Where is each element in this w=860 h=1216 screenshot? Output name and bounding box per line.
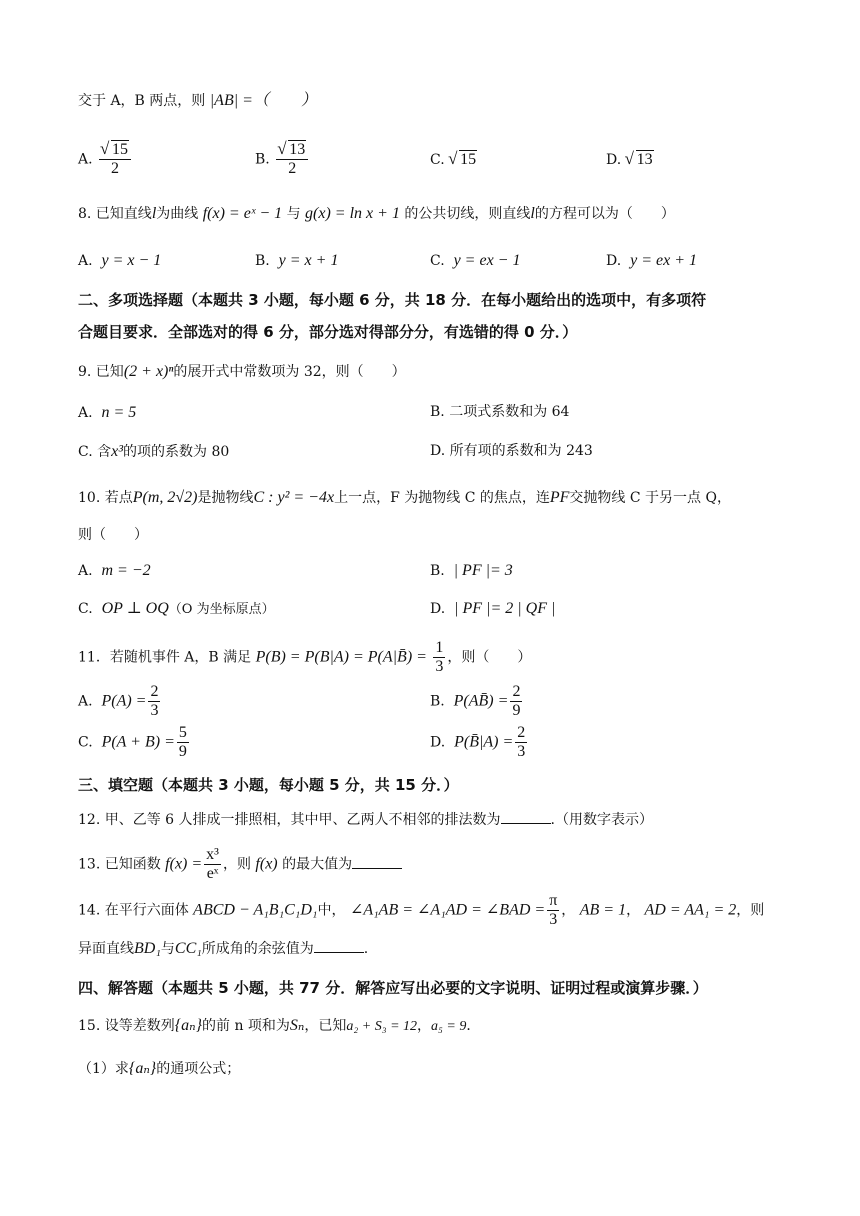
- fraction-num: 2: [150, 683, 159, 700]
- q11-option-a: [78, 684, 162, 719]
- fraction-den: 3: [435, 658, 444, 675]
- option-expr: | PF |= 2 | QF |: [454, 600, 556, 617]
- math-l: l: [151, 205, 157, 222]
- text: ，则: [736, 902, 765, 919]
- q7-option-c: [430, 152, 477, 168]
- option-expr: P(A) =: [101, 692, 147, 710]
- option-note: （O 为坐标原点）: [168, 602, 275, 617]
- text: 含: [97, 444, 112, 460]
- option-expr: y = x + 1: [278, 252, 339, 269]
- fraction-den: 2: [288, 160, 297, 177]
- q8-option-a: [78, 253, 161, 269]
- fraction: [99, 142, 131, 177]
- option-label: B.: [430, 693, 445, 710]
- text: 所成角的余弦值为: [201, 941, 314, 957]
- q10-option-b: [430, 563, 513, 579]
- fraction: [433, 640, 445, 675]
- q9-option-c: [78, 444, 229, 460]
- option-label: C.: [430, 152, 445, 168]
- q10-stem: [78, 490, 731, 506]
- option-label: B.: [255, 253, 270, 269]
- text: ，则: [222, 856, 251, 873]
- text: 上一点，F 为抛物线 C 的焦点，连: [334, 490, 550, 506]
- text: 的通项公式；: [156, 1061, 241, 1077]
- fraction: [547, 893, 559, 928]
- answer-blank: [352, 856, 402, 869]
- answer-blank: [314, 940, 364, 953]
- text: 的最大值为: [282, 856, 353, 873]
- text: 与: [286, 206, 301, 222]
- fraction: [510, 684, 522, 719]
- math-bd1: BD₁: [134, 940, 161, 957]
- fraction-den: 3: [517, 743, 526, 760]
- section-4-heading: 四、解答题（本题共 5 小题，共 77 分．解答应写出必要的文字说明、证明过程或演算步骤．）: [78, 979, 708, 997]
- option-text: 二项式系数和为 64: [449, 404, 570, 420]
- text: ．: [466, 1018, 481, 1034]
- math-point: P(m, 2√2): [132, 489, 198, 506]
- math-angles: ∠A₁AB = ∠A₁AD = ∠BAD =: [349, 901, 546, 919]
- option-label: C.: [78, 734, 93, 751]
- fraction: [148, 684, 160, 719]
- math-f: f(x) = eˣ − 1: [202, 205, 283, 222]
- q11-option-d: [430, 725, 529, 760]
- q8-stem: [78, 206, 675, 222]
- section-2-heading: 二、多项选择题（本题共 3 小题，每小题 6 分，共 18 分．在每小题给出的选项中，有多项符: [78, 291, 707, 309]
- text: .（用数字表示）: [550, 812, 653, 828]
- option-label: A.: [78, 693, 93, 710]
- option-label: B.: [255, 151, 270, 168]
- option-label: C.: [78, 601, 93, 617]
- sqrt-radicand: 15: [112, 141, 129, 158]
- math-pf: PF: [549, 489, 570, 506]
- option-label: A.: [78, 405, 93, 421]
- text: 8. 已知直线: [78, 206, 152, 222]
- q9-option-d: [430, 444, 593, 458]
- math-prob: P(B) = P(B|A) = P(A|B̄) =: [255, 648, 427, 666]
- fraction: [515, 725, 527, 760]
- q9-option-b: [430, 405, 569, 419]
- sqrt-radicand: 15: [460, 151, 477, 168]
- q10-option-d: [430, 601, 555, 617]
- math-g: g(x) = ln x + 1: [305, 205, 400, 222]
- math-seq: {aₙ}: [174, 1017, 202, 1034]
- option-expr: OP ⊥ OQ: [101, 600, 169, 617]
- fraction-den: eˣ: [206, 865, 219, 882]
- fraction-den: 9: [512, 702, 521, 719]
- option-text: 所有项的系数和为 243: [449, 443, 593, 459]
- text: （1）求: [78, 1061, 129, 1077]
- answer-blank: [501, 811, 551, 824]
- fraction: [177, 725, 189, 760]
- q7-option-d: [606, 152, 654, 168]
- math-seq: {aₙ}: [128, 1060, 157, 1077]
- text: 是抛物线: [197, 490, 254, 506]
- option-label: D.: [606, 253, 622, 269]
- option-label: A.: [78, 151, 93, 168]
- math-cond1: a₂ + S₃ = 12: [346, 1019, 418, 1034]
- text: 15. 设等差数列: [78, 1018, 175, 1034]
- fraction-num: 2: [512, 683, 521, 700]
- text: ，: [626, 902, 641, 919]
- math-ab: AB = 1: [579, 901, 627, 919]
- q7-tail-text: 交于 A，B 两点，则: [78, 93, 206, 109]
- option-label: B.: [430, 563, 445, 579]
- text: 13. 已知函数: [78, 856, 161, 873]
- q12-stem: [78, 811, 653, 827]
- option-expr: y = ex + 1: [630, 252, 697, 269]
- text: 的项的系数为 80: [123, 444, 230, 460]
- option-label: D.: [430, 601, 446, 617]
- fraction-num: x³: [206, 846, 219, 863]
- math-x3: x³: [111, 443, 124, 460]
- fraction: [204, 847, 221, 882]
- q10-option-c: [78, 601, 275, 617]
- sqrt-radicand: 13: [289, 141, 306, 158]
- text: ．若随机事件 A，B 满足: [95, 649, 252, 666]
- q11-stem: [78, 640, 531, 675]
- math-f: f(x): [255, 855, 278, 873]
- fraction-num: 5: [178, 724, 187, 741]
- section-2-heading-cont: 合题目要求．全部选对的得 6 分，部分选对得部分分，有选错的得 0 分．）: [78, 323, 578, 341]
- math-cc1: CC₁: [174, 940, 202, 957]
- text: 交抛物线 C 于另一点 Q，: [569, 490, 731, 506]
- math-body: ABCD − A₁B₁C₁D₁: [193, 901, 318, 919]
- fraction-den: 3: [549, 911, 558, 928]
- text: 的方程可以为（ ）: [534, 206, 675, 222]
- text: 异面直线: [78, 941, 134, 957]
- option-expr: y = ex − 1: [453, 252, 521, 269]
- fraction-num: 1: [435, 639, 444, 656]
- math-cond2: a₅ = 9: [431, 1019, 467, 1034]
- math-ad: AD = AA₁ = 2: [644, 901, 737, 919]
- q7-tail-expr: |AB| =（ ）: [209, 92, 317, 109]
- text: 的公共切线，则直线: [404, 206, 531, 222]
- q10-stem-cont: 则（ ）: [78, 527, 148, 543]
- fraction-den: 3: [150, 702, 159, 719]
- option-label: A.: [78, 563, 93, 579]
- q7-tail-line: [78, 93, 317, 109]
- q15-subquestion-1: [78, 1061, 240, 1077]
- q14-stem: [78, 893, 764, 928]
- text: 9. 已知: [78, 364, 124, 380]
- q9-stem: [78, 364, 406, 380]
- option-label: C.: [78, 444, 93, 460]
- text: 中，: [317, 902, 346, 919]
- option-expr: n = 5: [101, 404, 137, 421]
- q7-option-b: [255, 142, 310, 177]
- q10-option-a: [78, 563, 151, 579]
- math-f: f(x) =: [165, 855, 203, 873]
- fraction-den: 9: [178, 743, 187, 760]
- option-expr: y = x − 1: [101, 252, 162, 269]
- section-3-heading: 三、填空题（本题共 3 小题，每小题 5 分，共 15 分．）: [78, 776, 459, 794]
- q14-stem-cont: [78, 940, 368, 957]
- option-label: B.: [430, 404, 445, 420]
- fraction-den: 2: [111, 160, 120, 177]
- option-label: C.: [430, 253, 445, 269]
- option-label: A.: [78, 253, 93, 269]
- text: ，已知: [304, 1018, 347, 1034]
- text: ，则（ ）: [447, 649, 532, 666]
- option-expr: P(B̄|A) =: [454, 733, 514, 751]
- text: 与: [160, 941, 175, 957]
- q11-option-b: [430, 684, 524, 719]
- option-expr: P(A + B) =: [101, 733, 175, 751]
- text: 12. 甲、乙等 6 人排成一排照相，其中甲、乙两人不相邻的排法数为: [78, 812, 501, 828]
- text: 10. 若点: [78, 490, 133, 506]
- math-binomial: (2 + x)ⁿ: [123, 363, 174, 380]
- q8-option-b: [255, 253, 338, 269]
- q15-stem: [78, 1018, 480, 1034]
- q7-option-a: [78, 142, 133, 177]
- text: 14. 在平行六面体: [78, 902, 189, 919]
- option-label: D.: [430, 734, 446, 751]
- text: .: [363, 941, 369, 957]
- text: 为曲线: [156, 206, 199, 222]
- q8-option-d: [606, 253, 697, 269]
- text: 的展开式中常数项为 32，则（ ）: [173, 364, 406, 380]
- text: 的前 n 项和为: [202, 1018, 290, 1034]
- q9-option-a: [78, 405, 136, 421]
- q11-option-c: [78, 725, 191, 760]
- option-expr: m = −2: [101, 562, 151, 579]
- fraction-num: π: [549, 892, 558, 909]
- q8-option-c: [430, 253, 520, 269]
- option-expr: P(AB̄) =: [453, 692, 509, 710]
- text: ，: [417, 1018, 432, 1034]
- option-label: D.: [430, 443, 446, 459]
- math-parabola: C : y² = −4x: [253, 489, 335, 506]
- math-l: l: [530, 205, 535, 222]
- text: ，: [561, 902, 576, 919]
- option-expr: | PF |= 3: [453, 562, 513, 579]
- sqrt-radicand: 13: [636, 151, 653, 168]
- q13-stem: [78, 847, 402, 882]
- fraction: [276, 142, 308, 177]
- text: 11: [78, 649, 96, 666]
- fraction-num: 2: [517, 724, 526, 741]
- option-label: D.: [606, 152, 622, 168]
- math-sn: Sₙ: [289, 1017, 305, 1034]
